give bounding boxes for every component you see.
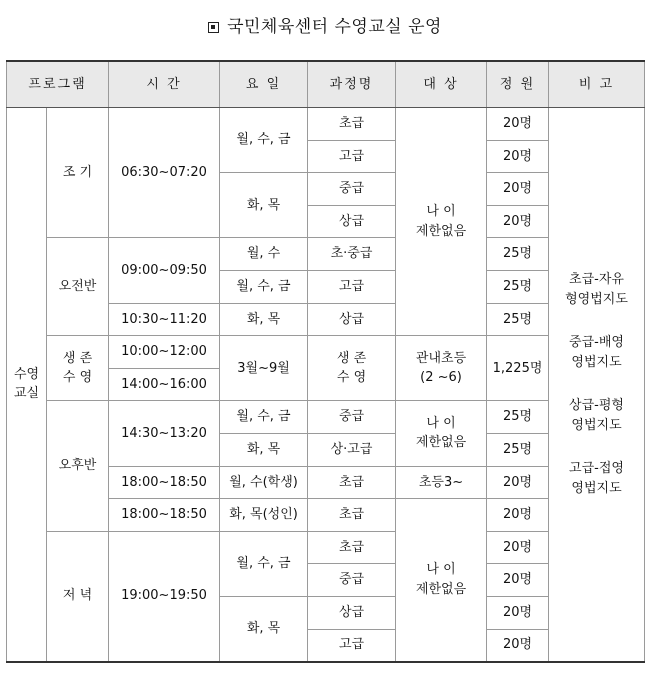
note-cell bbox=[549, 108, 645, 662]
time-cell: 18:00~18:50 bbox=[109, 466, 220, 499]
note-intermediate: 중급-배영 영법지도 bbox=[569, 335, 624, 370]
header-capacity: 정 원 bbox=[487, 61, 549, 108]
time-cell: 09:00~09:50 bbox=[109, 238, 220, 303]
course-cell: 상·고급 bbox=[308, 433, 396, 466]
course-cell: 초급 bbox=[308, 108, 396, 141]
title-text: 국민체육센터 수영교실 운영 bbox=[227, 17, 442, 37]
time-cell: 19:00~19:50 bbox=[109, 531, 220, 661]
header-note: 비 고 bbox=[549, 61, 645, 108]
capacity-cell: 20명 bbox=[487, 564, 549, 597]
capacity-cell: 20명 bbox=[487, 205, 549, 238]
course-cell: 상급 bbox=[308, 596, 396, 629]
capacity-cell: 20명 bbox=[487, 531, 549, 564]
course-cell: 중급 bbox=[308, 173, 396, 206]
section-evening: 저 녁 bbox=[47, 531, 109, 661]
capacity-cell: 1,225명 bbox=[487, 336, 549, 401]
capacity-cell: 20명 bbox=[487, 629, 549, 662]
header-course: 과정명 bbox=[308, 61, 396, 108]
section-early: 조 기 bbox=[47, 108, 109, 238]
course-cell: 상급 bbox=[308, 303, 396, 336]
course-cell: 고급 bbox=[308, 629, 396, 662]
course-cell: 초·중급 bbox=[308, 238, 396, 271]
schedule-table bbox=[6, 60, 645, 663]
target-cell: 나 이 제한없음 bbox=[396, 108, 487, 336]
section-afternoon: 오후반 bbox=[47, 401, 109, 531]
day-cell: 월, 수 bbox=[220, 238, 308, 271]
course-cell: 중급 bbox=[308, 564, 396, 597]
course-cell: 고급 bbox=[308, 270, 396, 303]
header-row bbox=[7, 61, 645, 108]
capacity-cell: 25명 bbox=[487, 401, 549, 434]
capacity-cell: 20명 bbox=[487, 499, 549, 532]
capacity-cell: 20명 bbox=[487, 108, 549, 141]
day-cell: 화, 목 bbox=[220, 596, 308, 661]
time-cell: 18:00~18:50 bbox=[109, 499, 220, 532]
time-cell: 10:30~11:20 bbox=[109, 303, 220, 336]
capacity-cell: 20명 bbox=[487, 596, 549, 629]
square-bullet-icon bbox=[208, 22, 219, 33]
time-cell: 14:30~13:20 bbox=[109, 401, 220, 466]
note-high: 고급-접영 영법지도 bbox=[569, 461, 624, 496]
capacity-cell: 20명 bbox=[487, 466, 549, 499]
capacity-cell: 20명 bbox=[487, 140, 549, 173]
day-cell: 3월~9월 bbox=[220, 336, 308, 401]
target-cell: 나 이 제한없음 bbox=[396, 401, 487, 466]
day-cell: 월, 수, 금 bbox=[220, 108, 308, 173]
page-title bbox=[0, 12, 650, 37]
note-upper: 상급-평형 영법지도 bbox=[569, 398, 624, 433]
header-day: 요 일 bbox=[220, 61, 308, 108]
day-cell: 화, 목(성인) bbox=[220, 499, 308, 532]
course-cell: 생 존 수 영 bbox=[308, 336, 396, 401]
course-cell: 고급 bbox=[308, 140, 396, 173]
day-cell: 화, 목 bbox=[220, 433, 308, 466]
capacity-cell: 20명 bbox=[487, 173, 549, 206]
target-cell: 나 이 제한없음 bbox=[396, 499, 487, 662]
group-cell: 수영 교실 bbox=[7, 108, 47, 662]
course-cell: 초급 bbox=[308, 499, 396, 532]
header-target: 대 상 bbox=[396, 61, 487, 108]
header-time: 시 간 bbox=[109, 61, 220, 108]
target-cell: 관내초등 (2 ~6) bbox=[396, 336, 487, 401]
capacity-cell: 25명 bbox=[487, 270, 549, 303]
capacity-cell: 25명 bbox=[487, 303, 549, 336]
time-cell: 10:00~12:00 bbox=[109, 336, 220, 369]
day-cell: 월, 수(학생) bbox=[220, 466, 308, 499]
table-row bbox=[7, 108, 645, 141]
time-cell: 14:00~16:00 bbox=[109, 368, 220, 401]
target-cell: 초등3~ bbox=[396, 466, 487, 499]
capacity-cell: 25명 bbox=[487, 238, 549, 271]
capacity-cell: 25명 bbox=[487, 433, 549, 466]
time-cell: 06:30~07:20 bbox=[109, 108, 220, 238]
header-program: 프로그램 bbox=[7, 61, 109, 108]
day-cell: 월, 수, 금 bbox=[220, 531, 308, 596]
day-cell: 화, 목 bbox=[220, 173, 308, 238]
course-cell: 초급 bbox=[308, 531, 396, 564]
course-cell: 초급 bbox=[308, 466, 396, 499]
day-cell: 화, 목 bbox=[220, 303, 308, 336]
course-cell: 상급 bbox=[308, 205, 396, 238]
day-cell: 월, 수, 금 bbox=[220, 270, 308, 303]
day-cell: 월, 수, 금 bbox=[220, 401, 308, 434]
course-cell: 중급 bbox=[308, 401, 396, 434]
note-beginner: 초급-자유 형영법지도 bbox=[565, 272, 628, 307]
section-survival: 생 존 수 영 bbox=[47, 336, 109, 401]
section-morning: 오전반 bbox=[47, 238, 109, 336]
